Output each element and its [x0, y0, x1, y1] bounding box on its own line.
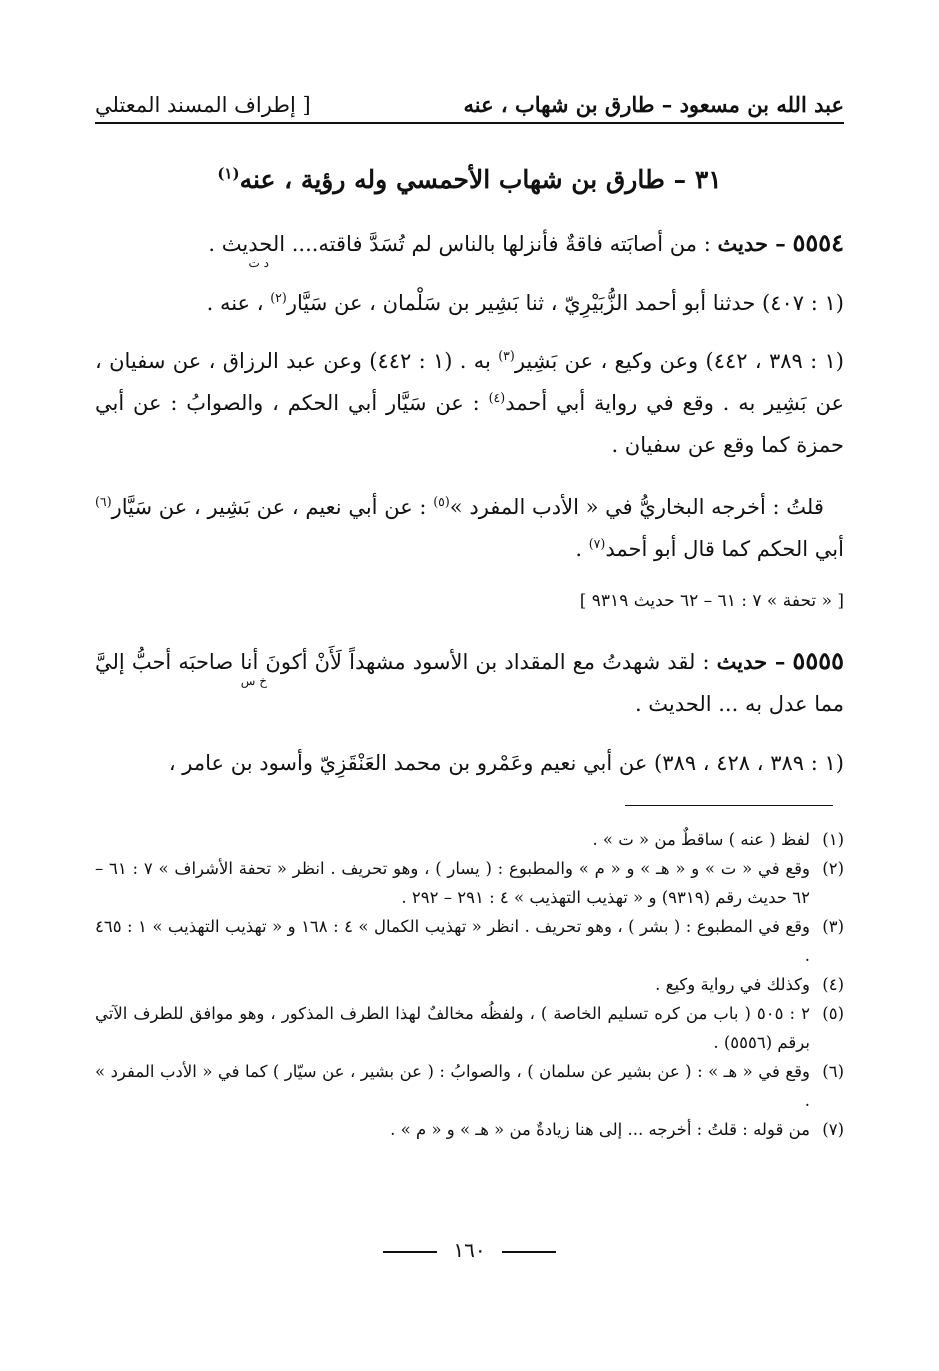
page-number-value: ١٦٠	[453, 1238, 486, 1262]
section-title	[95, 160, 844, 200]
hadith-5555-chain-1	[95, 742, 844, 784]
footnote-item	[95, 999, 844, 1057]
footnote-number: (٤)	[822, 975, 844, 994]
footnote-text: وقع في « هـ » : ( عن بشير عن سلمان ) ، والصوابُ : ( عن بشير ، عن سيّار ) كما في « الأدب المفرد » .	[95, 1062, 810, 1110]
footnote-text: لفظ ( عنه ) ساقطٌ من « ت » .	[592, 830, 810, 849]
chain-text: ، عنه .	[206, 291, 264, 315]
commentary-text: : عن أبي نعيم ، عن بَشِير ، عن سَيَّار	[111, 495, 427, 519]
hadith-siglum: خ س	[240, 674, 267, 688]
hadith-5554-commentary	[95, 486, 844, 570]
chain-text: : عن سَيَّار أبي الحكم ، والصوابُ : عن أبي حمزة كما وقع عن سفيان .	[95, 391, 844, 457]
commentary-text: قلتُ : أخرجه البخاريُّ في « الأدب المفرد »	[449, 495, 824, 519]
header-section-title: عبد الله بن مسعود – طارق بن شهاب ، عنه	[463, 92, 844, 117]
footnote-text: وقع في المطبوع : ( بشر ) ، وهو تحريف . انظر « تهذيب الكمال » ٤ : ١٦٨ و « تهذيب التهذيب » ١ : ٤٦٥ .	[95, 917, 810, 965]
page-number-dash	[383, 1251, 437, 1253]
footnote-divider	[625, 805, 833, 806]
footnote-number: (٦)	[822, 1062, 844, 1081]
section-title-text: ٣١ – طارق بن شهاب الأحمسي وله رؤية ، عنه	[239, 165, 722, 194]
commentary-text: أبي الحكم كما قال أبو أحمد	[605, 537, 844, 561]
footnote-text: ٢ : ٥٠٥ ( باب من كره تسليم الخاصة ) ، ولفظُه مخالفٌ لهذا الطرف المذكور ، وهو موافق للطرف الآتي برقم (٥٥٥٦) .	[95, 1004, 810, 1052]
hadith-number: ٥٥٥٤	[792, 228, 844, 257]
commentary-text: .	[575, 537, 583, 561]
hadith-5554-heading	[95, 222, 844, 265]
hadith-5554-chain-1	[95, 282, 844, 324]
running-header	[95, 84, 844, 120]
footnote-ref: (١)	[217, 164, 240, 183]
hadith-label: – حديث	[717, 231, 786, 256]
chain-text: (١ : ٤٠٧) حدثنا أبو أحمد الزُّبَيْرِيّ ، ثنا بَشِير بن سَلْمان ، عن سَيَّار	[286, 291, 844, 315]
hadith-text: : من أصابَته فاقةٌ فأنزلها بالناس لم تُسَدَّ فاقته.... الحديث .	[208, 232, 711, 256]
footnote-number: (٥)	[822, 1004, 844, 1023]
hadith-text: : لقد شهدتُ مع المقداد بن الأسود مشهداً لَأَنْ أكونَ أنا صاحبَه أحبُّ إليَّ مما عدل به ... الحديث .	[95, 650, 844, 716]
chain-text: (١ : ٣٨٩ ، ٤٢٨ ، ٣٨٩) عن أبي نعيم وعَمْرو بن محمد العَنْقَزِيّ وأسود بن عامر ،	[168, 751, 844, 775]
footnote-number: (٣)	[822, 917, 844, 936]
footnote-ref: (٣)	[498, 348, 515, 363]
footnote-ref: (٧)	[588, 536, 606, 551]
hadith-siglum: د ت	[248, 256, 269, 270]
footnote-item	[95, 854, 844, 912]
hadith-label: – حديث	[716, 649, 786, 674]
footnote-text: وكذلك في رواية وكيع .	[655, 975, 810, 994]
footnote-text: من قوله : قلتُ : أخرجه ... إلى هنا زيادةٌ من « هـ » و « م » .	[390, 1120, 810, 1139]
footnote-ref: (٥)	[433, 494, 450, 509]
footnote-ref: (٤)	[488, 390, 506, 405]
hadith-number: ٥٥٥٥	[792, 646, 844, 675]
chain-text: (١ : ٣٨٩ ، ٤٤٢) وعن وكيع ، عن بَشِير	[514, 349, 844, 373]
footnote-number: (٧)	[822, 1120, 844, 1139]
footnote-ref: (٦)	[95, 494, 112, 509]
header-divider	[95, 122, 844, 124]
page-number-dash	[502, 1251, 556, 1253]
hadith-5555-heading	[95, 640, 844, 725]
footnote-item	[95, 825, 844, 854]
header-book-title: [ إطراف المسند المعتلي	[95, 93, 311, 117]
footnote-item	[95, 1057, 844, 1115]
footnote-item	[95, 912, 844, 970]
hadith-5554-chain-2	[95, 340, 844, 466]
footnote-number: (١)	[822, 830, 844, 849]
footnotes	[95, 825, 844, 1144]
footnote-text: وقع في « ت » و « هـ » و « م » والمطبوع : ( يسار ) ، وهو تحريف . انظر « تحفة الأشراف » ٧ : ٦١ – ٦٢ حديث رقم (٩٣١٩) و « تهذيب التهذيب » ٤ : ٢٩١ – ٢٩٢ .	[95, 859, 810, 907]
footnote-item	[95, 970, 844, 999]
chain-text: به . (١ : ٤٤٢) وعن عبد الرزاق ، عن سفيان ، عن بَشِير به . وقع في رواية أبي أحمد	[95, 349, 844, 415]
tuhfa-reference: [ « تحفة » ٧ : ٦١ – ٦٢ حديث ٩٣١٩ ]	[579, 591, 844, 611]
footnote-number: (٢)	[822, 859, 844, 878]
page-number	[0, 1235, 939, 1265]
footnote-ref: (٢)	[270, 290, 287, 305]
footnote-item	[95, 1115, 844, 1144]
